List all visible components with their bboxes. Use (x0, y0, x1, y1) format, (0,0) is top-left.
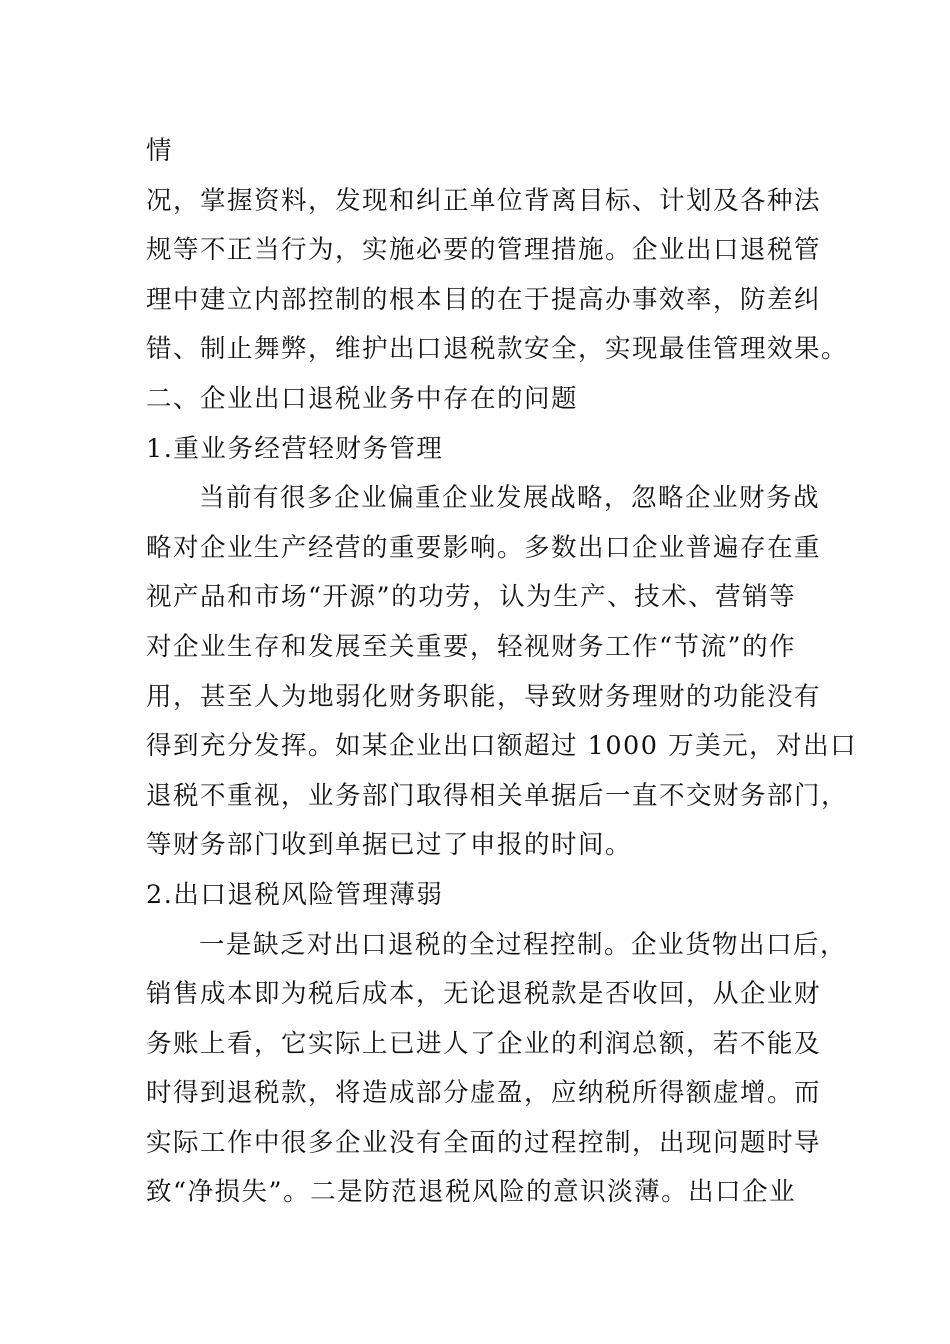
text-line: 退税不重视，业务部门取得相关单据后一直不交财务部门， (146, 780, 849, 811)
text-line: 理中建立内部控制的根本目的在于提高办事效率，防差纠 (146, 284, 822, 315)
text-line: 实际工作中很多企业没有全面的过程控制，出现问题时导 (146, 1127, 822, 1158)
text-line: 时得到退税款，将造成部分虚盈，应纳税所得额虚增。而 (146, 1078, 822, 1109)
text-line: 况，掌握资料，发现和纠正单位背离目标、计划及各种法 (146, 185, 822, 216)
text-line: 得到充分发挥。如某企业出口额超过 1000 万美元，对出口 (146, 731, 858, 762)
section-heading: 二、企业出口退税业务中存在的问题 (146, 383, 579, 414)
text-line: 错、制止舞弊，维护出口退税款安全，实现最佳管理效果。 (146, 334, 849, 365)
text-line: 略对企业生产经营的重要影响。多数出口企业普遍存在重 (146, 532, 822, 563)
document-body (146, 127, 858, 1218)
text-line: 规等不正当行为，实施必要的管理措施。企业出口退税管 (146, 235, 822, 266)
subsection-heading: 2.出口退税风险管理薄弱 (146, 879, 444, 910)
text-line: 用，甚至人为地弱化财务职能，导致财务理财的功能没有 (146, 681, 822, 712)
text-line: 等财务部门收到单据已过了申报的时间。 (146, 830, 633, 861)
text-line: 视产品和市场“开源”的功劳，认为生产、技术、营销等 (146, 582, 797, 613)
paragraph-first-line: 一是缺乏对出口退税的全过程控制。企业货物出口后， (199, 929, 848, 960)
paragraph-first-line: 当前有很多企业偏重企业发展战略，忽略企业财务战 (199, 483, 821, 514)
text-line: 务账上看，它实际上已进人了企业的利润总额，若不能及 (146, 1028, 822, 1059)
subsection-heading: 1.重业务经营轻财务管理 (146, 433, 444, 464)
text-line: 对企业生存和发展至关重要，轻视财务工作“节流”的作 (146, 631, 797, 662)
text-line: 情 (146, 136, 174, 166)
text-line: 致“净损失”。二是防范退税风险的意识淡薄。出口企业 (146, 1177, 797, 1208)
text-line: 销售成本即为税后成本，无论退税款是否收回，从企业财 (146, 979, 822, 1010)
